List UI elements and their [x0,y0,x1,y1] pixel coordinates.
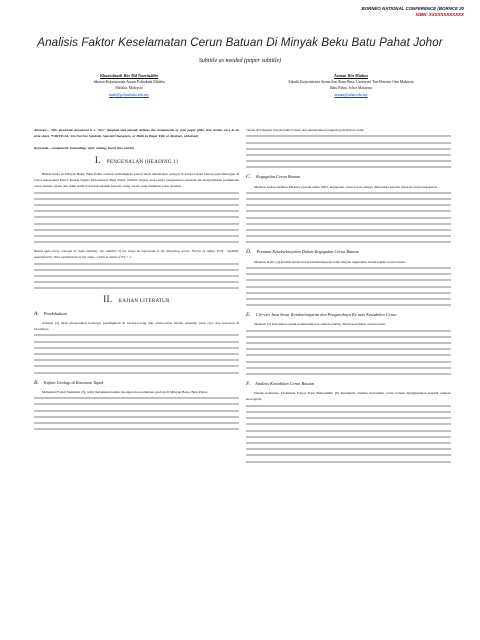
author-email-link[interactable]: azman@uthm.edu.my [334,92,368,97]
subsection-letter: A. [34,310,39,317]
subsection-heading-e [246,312,451,318]
paper-subtitle: Subtitle as needed (paper subtitle) [198,58,282,64]
body-paragraph: Bukan kuari di Minyak Beku, Batu Pahat terletak berhampiran pantai telah diusahakan sebagai di antara lokasi batuan perlombongan di Johor merupakan Petrof Kuarie Ngalis Perbandaran Batu Pahat. Namun begitu, kerja-kerja pengkuarian sebelum ini menyebabkan permukaan cerun batuan curam dan tidak stabil dan tidak selamat kepada orang awam yang melintasi jalan tersebut. [34,171,239,189]
body-paragraph: Menurut [5] Kelanduan untuk ketakselanjaran adalah penting dalam kestabilan cerun batuan. [254,322,386,327]
subsection-title: Kajian Geologi di Kawasan Tapak [43,379,104,385]
author-name: Azman Bin Madun [334,73,368,78]
section-title: KAJIAN LITERATUR [118,299,170,305]
section-heading-1 [34,154,239,166]
abstract-text: — This electronic document is a "live" template and already defines the components of your paper [title, text, heads, etc.] in its style sheet. *CRITICAL: Do Not Use Symbols, Special Characters, or Math in Paper Title or Abstract. (Abstract) [34,128,239,139]
text-line [246,371,451,377]
section-number: I. [94,154,101,165]
english-abstract: Based upon these concept of slope stability, the stability of the slope be expressed in the following terms: Factor of safety, FOS - Stability quantified by limit equilibrium of the slope, which is stable if FS > 1. [34,249,239,260]
subsection-heading-f [246,381,451,387]
abstract-label: Abstract [34,128,47,132]
subsection-letter: C. [246,174,252,181]
text-line [34,239,239,245]
abstract [34,127,239,139]
body-paragraph: Dalam kajiannya Mohamad Faizal Tajul Baharuddin [6] mendapati analisis kestabilan cerun batuan menggunakan kaedah unjuran stereografi. [246,391,451,402]
text-line [246,458,451,464]
paper-title: Analisis Faktor Keselamatan Cerun Batuan Di Minyak Beku Batu Pahat Johor [37,36,443,49]
subsection-title: Peranan Ketakselanjaran Dalam Kegagalan Cerun Batuan [256,249,359,255]
text-line [246,164,451,170]
text-line [34,369,239,375]
text-line [246,302,451,308]
left-column [34,127,239,432]
author-1 [34,73,224,98]
section-number: II. [103,294,113,305]
text-line [246,239,451,245]
subsection-heading-a [34,311,239,317]
subsection-letter: D. [246,249,252,256]
body-paragraph: Aziman [2] telah menyatakan beberapa pendinginan di lorong-lorong dan cerun-cerun batuan terhadap jalan raya dan kawasan di bawahnya. [34,320,239,332]
body-paragraph: Mohamad Faizal Sulaiman [3], telah melakukan kajian lapangan dan pemetaan geologi di Minyak Beku, Batu Pahat. [42,389,208,394]
keywords: Keywords—component; formatting; style; styling; insert (key words) [34,146,134,151]
right-column [246,127,451,465]
author-name: Khairulnazli Bin Md Nazriuddin [99,73,159,78]
conference-name: BORNEO NATIONAL CONFERENCE (BORNCE 20 [361,6,464,11]
section-title: PENGENALAN (HEADING 1) [106,159,179,165]
conference-header [361,6,464,18]
author-block [34,73,446,98]
subsection-letter: B. [34,379,39,386]
subsection-heading-b [34,380,239,386]
subsection-heading-c [246,174,451,180]
subsection-title: Ciri-ciri Jasa Sesar Ketakselanjaran dan Pengaruhnya Ke atas Kestabilan Cerun [255,312,397,318]
author-affiliation: Fakulti Kejuruteraan Awam dan Alam Bina, Universiti Tun Hussein Onn Malaysia [288,80,414,85]
author-location: Batu Pahat, Johor Malaysia [330,86,372,91]
subsection-heading-d [246,249,451,255]
isbn-label: ISBN: XXXXXXXXXXXX [415,12,464,17]
author-location: Melaka, Malaysia [115,86,143,91]
body-paragraph: curam di bahagian bawah bukit batuan dan memerlukan langkah penstabilan cerun. [246,128,365,132]
text-line [34,285,239,291]
author-affiliation: Jabatan Kejuruteraan Awam Politeknik Melaka [93,80,165,85]
body-paragraph: Menurut kajian Aziman Madun [2] pada tahun 2002, kegagalan cerun secara amnya dikelaskan kepada beberapa jenis kegagalan. [254,184,438,189]
subsection-letter: F. [246,381,251,388]
subsection-title: Analisis Kestabilan Cerun Batuan [255,381,314,387]
body-paragraph: Menurut Rafiz [4] kaedah untuk survei ketakselanjaran telah banyak digunakan dalam kajian cerun batuan. [254,259,406,264]
author-2 [256,73,446,98]
text-line [34,426,239,432]
subsection-title: Pendahuluan [43,310,67,316]
subsection-title: Kegagalan Cerun Batuan [256,174,301,180]
author-email-link[interactable]: nazli@polimelaka.edu.my [109,92,149,97]
subsection-letter: E. [246,312,251,319]
section-heading-2 [34,296,239,305]
